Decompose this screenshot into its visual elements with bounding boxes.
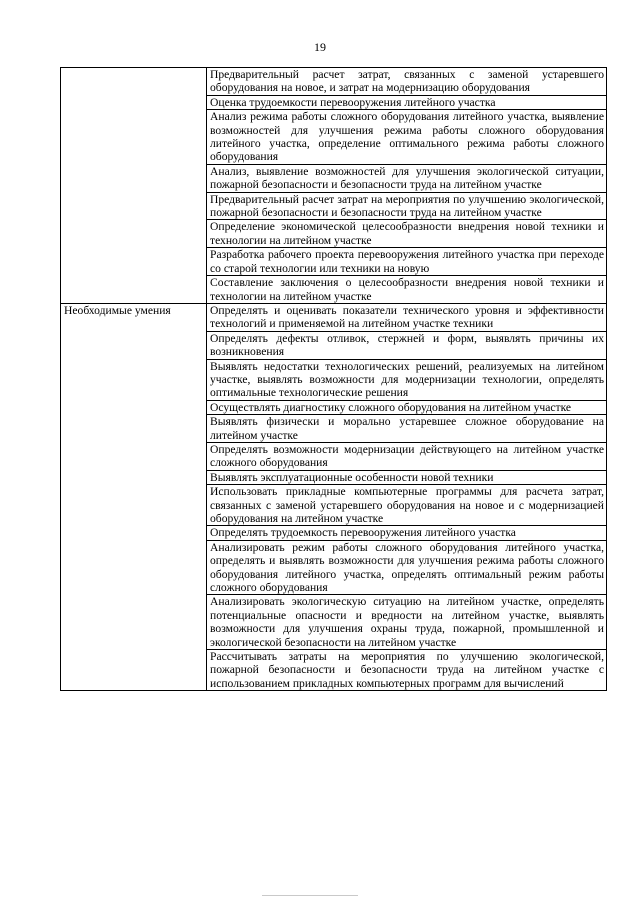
row-text: Определять дефекты отливок, стержней и форм, выявлять причины их возникновения (207, 331, 607, 359)
row-text: Оценка трудоемкости перевооружения литейного участка (207, 95, 607, 109)
row-label: Необходимые умения (61, 303, 207, 690)
row-text: Выявлять эксплуатационные особенности новой техники (207, 470, 607, 484)
row-text: Анализировать экологическую ситуацию на литейном участке, определять потенциальные опасности и вредности на литейном участке, выявлять возможности для улучшения охраны труда, пожарной, промышленной и экологической безопасности на литейном участке (207, 595, 607, 650)
row-text: Анализировать режим работы сложного оборудования литейного участка, определять и выявлять возможности для улучшения режима работы сложного оборудования литейного участка, определять оптимальный режим работы сложного оборудования (207, 540, 607, 595)
row-text: Составление заключения о целесообразности внедрения новой техники и технологии на литейном участке (207, 276, 607, 304)
row-text: Предварительный расчет затрат на мероприятия по улучшению экологической, пожарной безопасности и безопасности труда на литейном участке (207, 192, 607, 220)
row-text: Определять трудоемкость перевооружения литейного участка (207, 526, 607, 540)
row-text: Использовать прикладные компьютерные программы для расчета затрат, связанных с заменой устаревшего оборудования на новое и с модернизацией оборудования на литейном участке (207, 485, 607, 526)
row-text: Определение экономической целесообразности внедрения новой техники и технологии на литейном участке (207, 220, 607, 248)
row-text: Рассчитывать затраты на мероприятия по улучшению экологической, пожарной безопасности и безопасности труда на литейном участке с использованием прикладных компьютерных программ для вычислений (207, 650, 607, 691)
row-label (61, 68, 207, 304)
row-text: Осуществлять диагностику сложного оборудования на литейном участке (207, 400, 607, 414)
page-number: 19 (314, 40, 326, 54)
row-text: Анализ, выявление возможностей для улучшения экологической ситуации, пожарной безопасности и безопасности труда на литейном участке (207, 164, 607, 192)
row-text: Выявлять недостатки технологических решений, реализуемых на литейном участке, выявлять возможности для модернизации технологии, определять оптимальные технологические решения (207, 359, 607, 400)
row-text: Анализ режима работы сложного оборудования литейного участка, выявление возможностей для улучшения режима работы сложного оборудования литейного участка, определение оптимального режима работы сложного оборудования (207, 110, 607, 165)
scan-edge-mark (0, 895, 640, 897)
row-text: Предварительный расчет затрат, связанных с заменой устаревшего оборудования на новое, и затрат на модернизацию оборудования (207, 68, 607, 96)
row-text: Определять и оценивать показатели технического уровня и эффективности технологий и применяемой на литейном участке техники (207, 303, 607, 331)
row-text: Определять возможности модернизации действующего на литейном участке сложного оборудования (207, 442, 607, 470)
table-row (61, 68, 607, 96)
table-body (61, 68, 607, 691)
requirements-table (60, 67, 607, 691)
row-text: Разработка рабочего проекта перевооружения литейного участка при переходе со старой технологии или техники на новую (207, 248, 607, 276)
row-text: Выявлять физически и морально устаревшее сложное оборудование на литейном участке (207, 415, 607, 443)
table-row (61, 303, 607, 331)
